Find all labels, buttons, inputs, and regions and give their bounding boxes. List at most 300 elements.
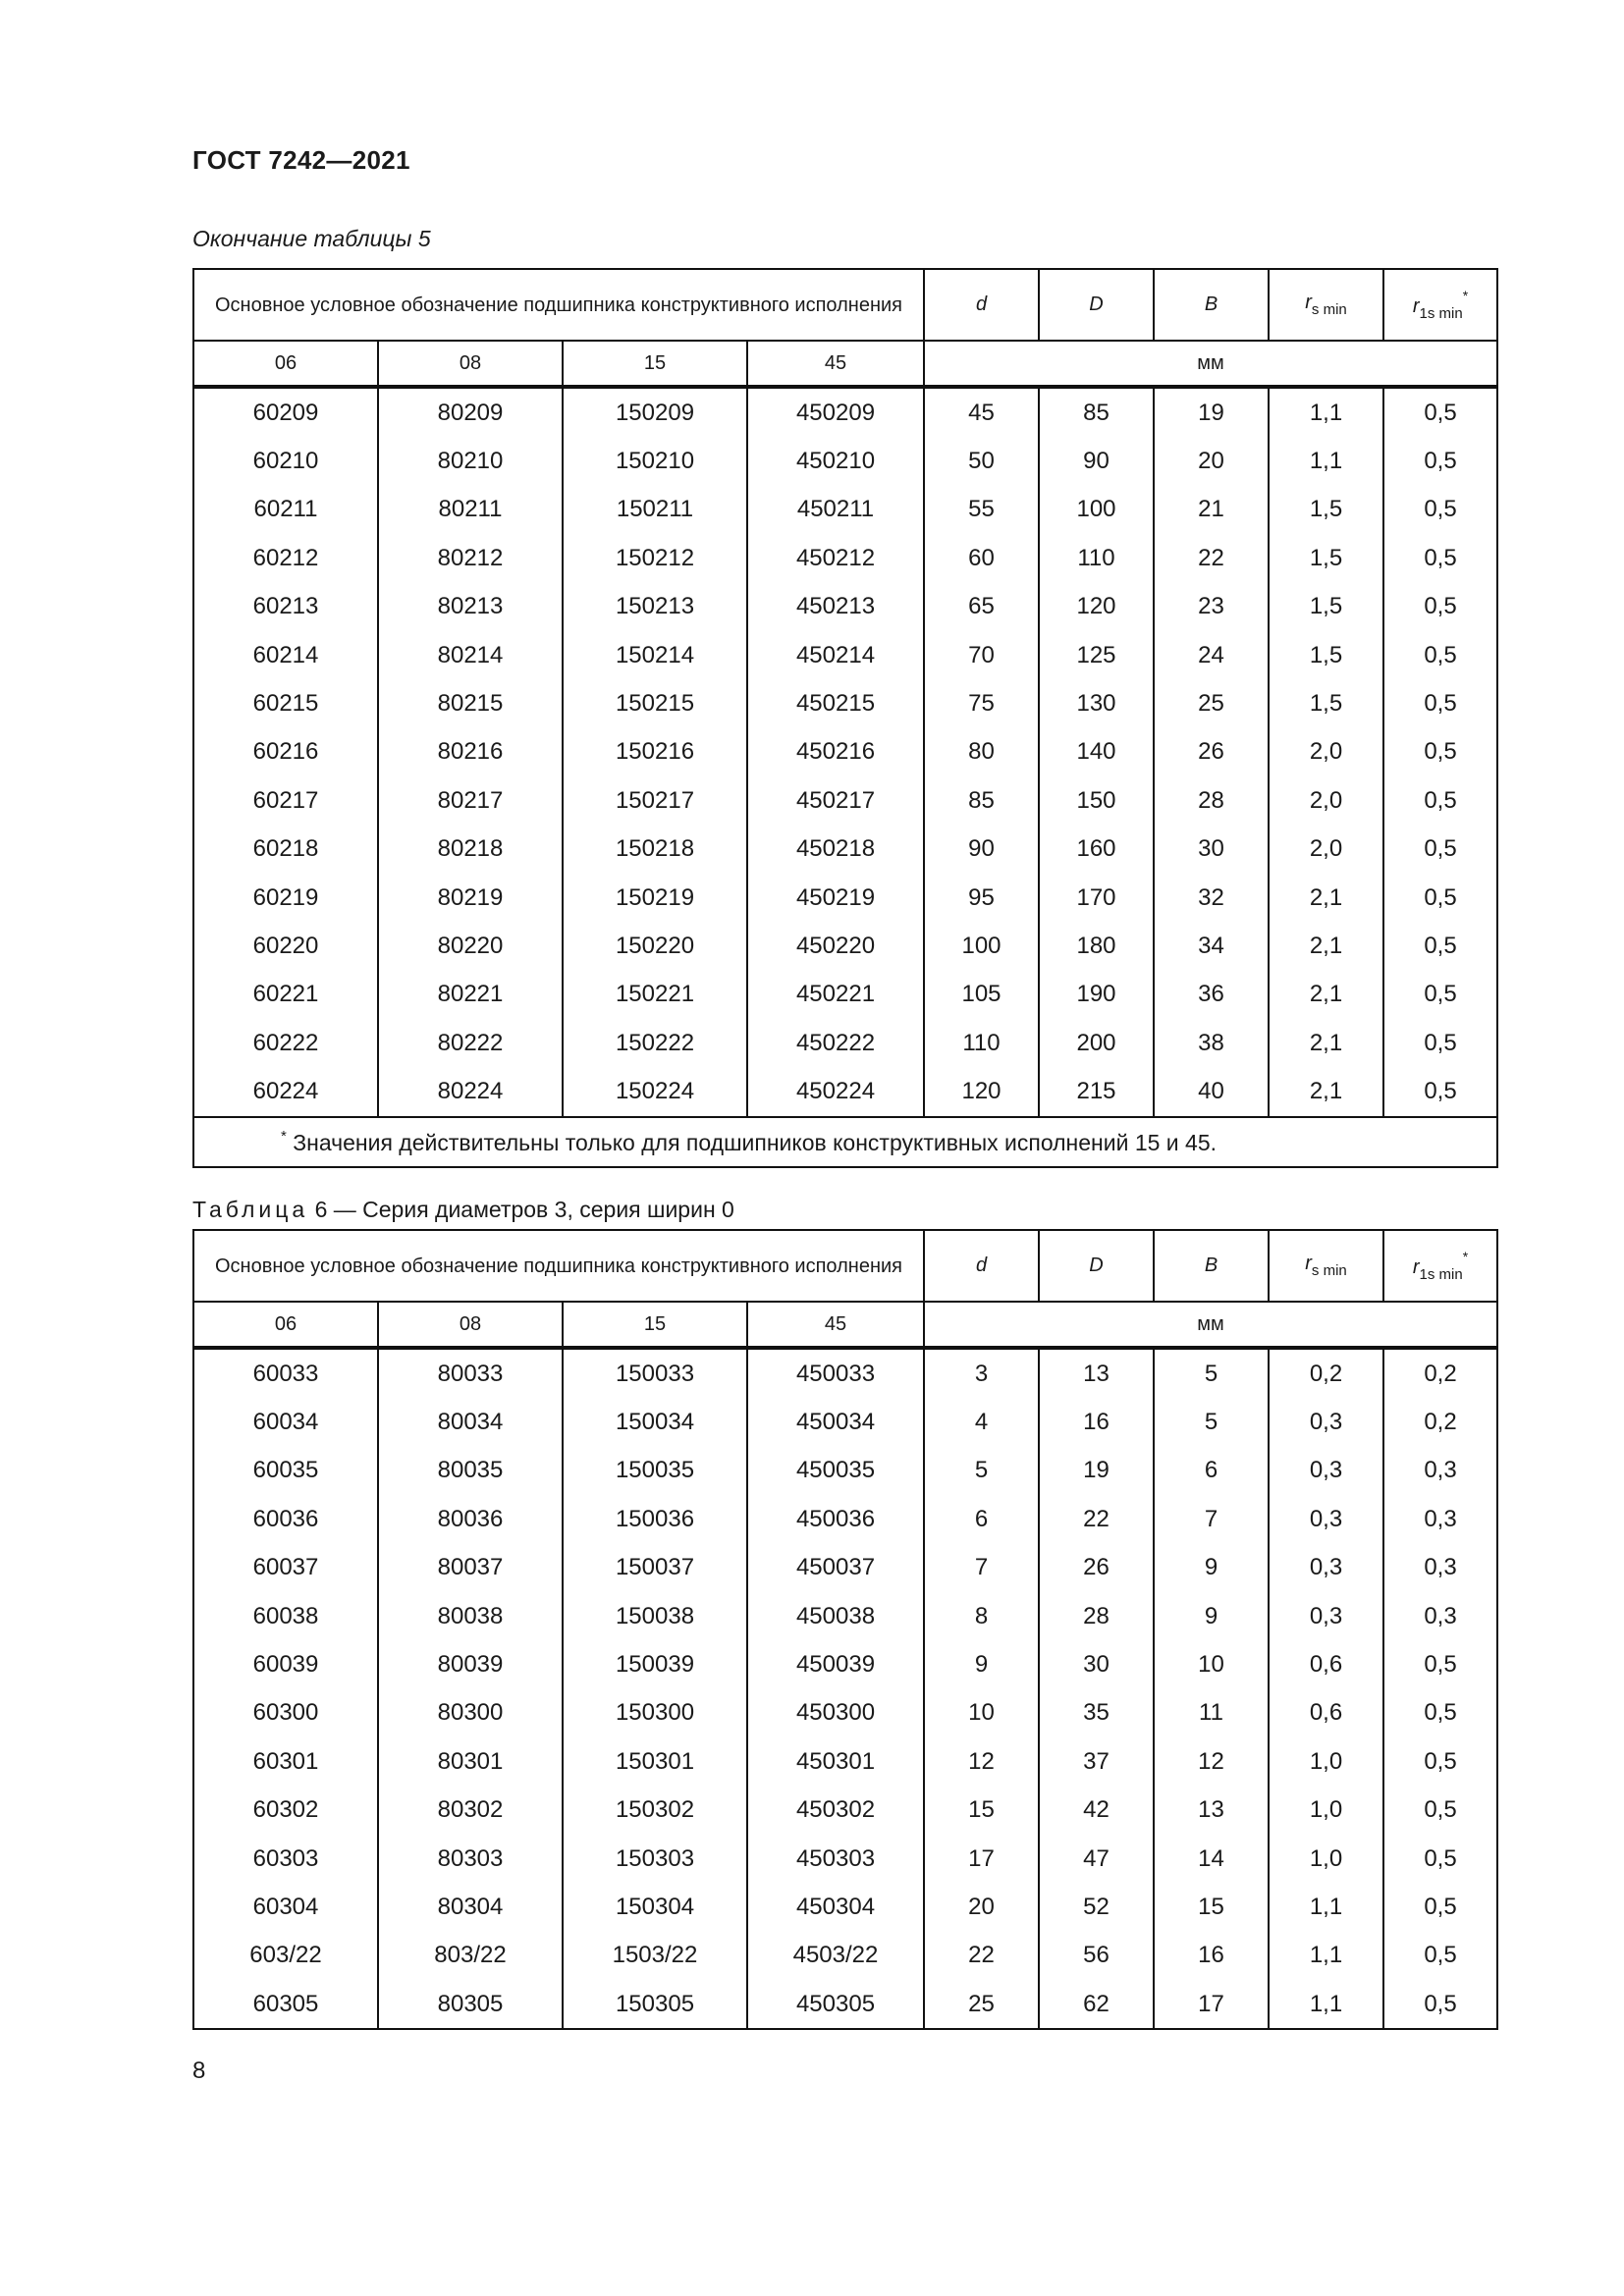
designation-45-cell: 450222 — [747, 1019, 924, 1067]
designation-08-cell: 80035 — [378, 1447, 563, 1495]
B-value-cell: 40 — [1154, 1067, 1269, 1116]
designation-45-cell: 450304 — [747, 1883, 924, 1931]
designation-15-cell: 150216 — [563, 728, 747, 776]
designation-08-cell: 80224 — [378, 1067, 563, 1116]
designation-15-cell: 150214 — [563, 631, 747, 679]
d-value-cell: 55 — [924, 486, 1039, 534]
table6-header-row — [193, 1230, 1497, 1302]
designation-45-cell: 450213 — [747, 583, 924, 631]
table5-footnote: * Значения действительны только для подшипников конструктивных исполнений 15 и 45. — [193, 1117, 1497, 1167]
col-B-header: B — [1154, 1230, 1269, 1302]
d-value-cell: 15 — [924, 1787, 1039, 1835]
table-row — [193, 776, 1497, 825]
r1s-min-value-cell: 0,5 — [1383, 583, 1497, 631]
D-value-cell: 90 — [1039, 437, 1154, 485]
table-row — [193, 631, 1497, 679]
d-value-cell: 17 — [924, 1835, 1039, 1883]
variant-08-header: 08 — [378, 1302, 563, 1348]
designation-15-cell: 150213 — [563, 583, 747, 631]
D-value-cell: 30 — [1039, 1640, 1154, 1688]
designation-header: Основное условное обозначение подшипника конструктивного исполнения — [193, 1230, 924, 1302]
table-row — [193, 1447, 1497, 1495]
d-value-cell: 20 — [924, 1883, 1039, 1931]
designation-06-cell: 60210 — [193, 437, 378, 485]
col-rs-min-header: $r_{s min}$ — [1269, 1230, 1383, 1302]
designation-15-cell: 150209 — [563, 387, 747, 437]
B-value-cell: 10 — [1154, 1640, 1269, 1688]
designation-06-cell: 60220 — [193, 922, 378, 970]
B-value-cell: 16 — [1154, 1932, 1269, 1980]
designation-06-cell: 60209 — [193, 387, 378, 437]
rs-min-value-cell: 2,0 — [1269, 826, 1383, 874]
designation-45-cell: 450210 — [747, 437, 924, 485]
D-value-cell: 62 — [1039, 1980, 1154, 2029]
r1s-min-value-cell: 0,5 — [1383, 1787, 1497, 1835]
r1s-min-value-cell: 0,5 — [1383, 1737, 1497, 1786]
designation-06-cell: 60034 — [193, 1398, 378, 1446]
B-value-cell: 21 — [1154, 486, 1269, 534]
B-value-cell: 38 — [1154, 1019, 1269, 1067]
B-value-cell: 28 — [1154, 776, 1269, 825]
rs-min-value-cell: 2,1 — [1269, 1067, 1383, 1116]
col-rs-min-header: $r_{s min}$ — [1269, 269, 1383, 341]
r1s-min-value-cell: 0,5 — [1383, 534, 1497, 582]
D-value-cell: 19 — [1039, 1447, 1154, 1495]
d-value-cell: 7 — [924, 1544, 1039, 1592]
designation-06-cell: 60219 — [193, 874, 378, 922]
designation-15-cell: 150210 — [563, 437, 747, 485]
table-row — [193, 1835, 1497, 1883]
rs-min-value-cell: 0,6 — [1269, 1689, 1383, 1737]
rs-min-value-cell: 1,0 — [1269, 1835, 1383, 1883]
table-row — [193, 1067, 1497, 1116]
table-row — [193, 679, 1497, 727]
table5-subheader-row — [193, 341, 1497, 387]
table5-footnote-row — [193, 1117, 1497, 1167]
table-row — [193, 826, 1497, 874]
designation-header: Основное условное обозначение подшипника конструктивного исполнения — [193, 269, 924, 341]
designation-08-cell: 80211 — [378, 486, 563, 534]
designation-15-cell: 150218 — [563, 826, 747, 874]
designation-15-cell: 150033 — [563, 1348, 747, 1398]
table6-caption: Таблица 6 — Серия диаметров 3, серия ширин 0 — [192, 1197, 734, 1222]
designation-45-cell: 450301 — [747, 1737, 924, 1786]
designation-08-cell: 80217 — [378, 776, 563, 825]
D-value-cell: 200 — [1039, 1019, 1154, 1067]
variant-08-header: 08 — [378, 341, 563, 387]
B-value-cell: 15 — [1154, 1883, 1269, 1931]
designation-08-cell: 80036 — [378, 1495, 563, 1543]
D-value-cell: 35 — [1039, 1689, 1154, 1737]
D-value-cell: 37 — [1039, 1737, 1154, 1786]
r1s-min-value-cell: 0,5 — [1383, 776, 1497, 825]
D-value-cell: 47 — [1039, 1835, 1154, 1883]
designation-15-cell: 150211 — [563, 486, 747, 534]
B-value-cell: 36 — [1154, 971, 1269, 1019]
designation-08-cell: 80213 — [378, 583, 563, 631]
table-row — [193, 1980, 1497, 2029]
table5 — [192, 268, 1498, 1168]
designation-45-cell: 450303 — [747, 1835, 924, 1883]
rs-min-value-cell: 0,3 — [1269, 1447, 1383, 1495]
designation-06-cell: 60305 — [193, 1980, 378, 2029]
designation-45-cell: 450035 — [747, 1447, 924, 1495]
designation-45-cell: 450220 — [747, 922, 924, 970]
designation-15-cell: 150215 — [563, 679, 747, 727]
rs-min-value-cell: 1,1 — [1269, 387, 1383, 437]
B-value-cell: 9 — [1154, 1544, 1269, 1592]
designation-45-cell: 450038 — [747, 1592, 924, 1640]
designation-06-cell: 60302 — [193, 1787, 378, 1835]
r1s-min-value-cell: 0,5 — [1383, 728, 1497, 776]
designation-06-cell: 60211 — [193, 486, 378, 534]
designation-45-cell: 4503/22 — [747, 1932, 924, 1980]
designation-08-cell: 80214 — [378, 631, 563, 679]
designation-08-cell: 803/22 — [378, 1932, 563, 1980]
r1s-min-value-cell: 0,2 — [1383, 1348, 1497, 1398]
variant-06-header: 06 — [193, 341, 378, 387]
d-value-cell: 120 — [924, 1067, 1039, 1116]
table-row — [193, 1544, 1497, 1592]
designation-06-cell: 60039 — [193, 1640, 378, 1688]
col-d-header: d — [924, 1230, 1039, 1302]
D-value-cell: 28 — [1039, 1592, 1154, 1640]
designation-45-cell: 450216 — [747, 728, 924, 776]
D-value-cell: 52 — [1039, 1883, 1154, 1931]
designation-15-cell: 150036 — [563, 1495, 747, 1543]
designation-45-cell: 450036 — [747, 1495, 924, 1543]
designation-06-cell: 60035 — [193, 1447, 378, 1495]
d-value-cell: 105 — [924, 971, 1039, 1019]
B-value-cell: 32 — [1154, 874, 1269, 922]
designation-06-cell: 60301 — [193, 1737, 378, 1786]
designation-15-cell: 150219 — [563, 874, 747, 922]
designation-45-cell: 450221 — [747, 971, 924, 1019]
B-value-cell: 9 — [1154, 1592, 1269, 1640]
designation-45-cell: 450037 — [747, 1544, 924, 1592]
r1s-min-value-cell: 0,5 — [1383, 1067, 1497, 1116]
designation-08-cell: 80222 — [378, 1019, 563, 1067]
designation-15-cell: 150224 — [563, 1067, 747, 1116]
d-value-cell: 95 — [924, 874, 1039, 922]
rs-min-value-cell: 1,1 — [1269, 437, 1383, 485]
designation-06-cell: 60303 — [193, 1835, 378, 1883]
B-value-cell: 30 — [1154, 826, 1269, 874]
d-value-cell: 25 — [924, 1980, 1039, 2029]
table-row — [193, 1019, 1497, 1067]
r1s-min-value-cell: 0,5 — [1383, 631, 1497, 679]
d-value-cell: 45 — [924, 387, 1039, 437]
rs-min-value-cell: 1,5 — [1269, 583, 1383, 631]
D-value-cell: 180 — [1039, 922, 1154, 970]
designation-15-cell: 150217 — [563, 776, 747, 825]
B-value-cell: 11 — [1154, 1689, 1269, 1737]
d-value-cell: 9 — [924, 1640, 1039, 1688]
B-value-cell: 26 — [1154, 728, 1269, 776]
B-value-cell: 19 — [1154, 387, 1269, 437]
r1s-min-value-cell: 0,5 — [1383, 1980, 1497, 2029]
d-value-cell: 3 — [924, 1348, 1039, 1398]
B-value-cell: 23 — [1154, 583, 1269, 631]
designation-08-cell: 80220 — [378, 922, 563, 970]
designation-06-cell: 60222 — [193, 1019, 378, 1067]
d-value-cell: 60 — [924, 534, 1039, 582]
D-value-cell: 150 — [1039, 776, 1154, 825]
r1s-min-value-cell: 0,5 — [1383, 1689, 1497, 1737]
D-value-cell: 42 — [1039, 1787, 1154, 1835]
B-value-cell: 17 — [1154, 1980, 1269, 2029]
designation-45-cell: 450224 — [747, 1067, 924, 1116]
r1s-min-value-cell: 0,5 — [1383, 922, 1497, 970]
B-value-cell: 5 — [1154, 1348, 1269, 1398]
designation-08-cell: 80033 — [378, 1348, 563, 1398]
designation-45-cell: 450215 — [747, 679, 924, 727]
B-value-cell: 20 — [1154, 437, 1269, 485]
designation-06-cell: 603/22 — [193, 1932, 378, 1980]
table-row — [193, 387, 1497, 437]
designation-08-cell: 80304 — [378, 1883, 563, 1931]
table-row — [193, 437, 1497, 485]
variant-45-header: 45 — [747, 341, 924, 387]
designation-15-cell: 150212 — [563, 534, 747, 582]
designation-15-cell: 150221 — [563, 971, 747, 1019]
designation-06-cell: 60217 — [193, 776, 378, 825]
designation-15-cell: 150037 — [563, 1544, 747, 1592]
designation-45-cell: 450034 — [747, 1398, 924, 1446]
d-value-cell: 85 — [924, 776, 1039, 825]
D-value-cell: 190 — [1039, 971, 1154, 1019]
designation-15-cell: 1503/22 — [563, 1932, 747, 1980]
table5-caption: Окончание таблицы 5 — [192, 226, 431, 251]
designation-08-cell: 80218 — [378, 826, 563, 874]
designation-08-cell: 80300 — [378, 1689, 563, 1737]
designation-06-cell: 60033 — [193, 1348, 378, 1398]
D-value-cell: 110 — [1039, 534, 1154, 582]
designation-08-cell: 80212 — [378, 534, 563, 582]
designation-45-cell: 450300 — [747, 1689, 924, 1737]
D-value-cell: 120 — [1039, 583, 1154, 631]
rs-min-value-cell: 2,1 — [1269, 971, 1383, 1019]
d-value-cell: 50 — [924, 437, 1039, 485]
designation-08-cell: 80209 — [378, 387, 563, 437]
designation-15-cell: 150300 — [563, 1689, 747, 1737]
r1s-min-value-cell: 0,5 — [1383, 679, 1497, 727]
rs-min-value-cell: 0,3 — [1269, 1495, 1383, 1543]
d-value-cell: 8 — [924, 1592, 1039, 1640]
rs-min-value-cell: 1,1 — [1269, 1883, 1383, 1931]
designation-08-cell: 80038 — [378, 1592, 563, 1640]
D-value-cell: 22 — [1039, 1495, 1154, 1543]
B-value-cell: 5 — [1154, 1398, 1269, 1446]
designation-06-cell: 60213 — [193, 583, 378, 631]
variant-15-header: 15 — [563, 341, 747, 387]
d-value-cell: 12 — [924, 1737, 1039, 1786]
variant-06-header: 06 — [193, 1302, 378, 1348]
d-value-cell: 4 — [924, 1398, 1039, 1446]
document-title: ГОСТ 7242—2021 — [192, 145, 410, 175]
r1s-min-value-cell: 0,3 — [1383, 1495, 1497, 1543]
r1s-min-value-cell: 0,5 — [1383, 874, 1497, 922]
col-D-header: D — [1039, 1230, 1154, 1302]
D-value-cell: 56 — [1039, 1932, 1154, 1980]
table5-header-row — [193, 269, 1497, 341]
table-row — [193, 1348, 1497, 1398]
table-row — [193, 922, 1497, 970]
r1s-min-value-cell: 0,5 — [1383, 971, 1497, 1019]
table-row — [193, 1787, 1497, 1835]
designation-45-cell: 450218 — [747, 826, 924, 874]
designation-08-cell: 80039 — [378, 1640, 563, 1688]
rs-min-value-cell: 1,5 — [1269, 679, 1383, 727]
D-value-cell: 100 — [1039, 486, 1154, 534]
table-row — [193, 1883, 1497, 1931]
designation-45-cell: 450302 — [747, 1787, 924, 1835]
designation-15-cell: 150038 — [563, 1592, 747, 1640]
designation-15-cell: 150222 — [563, 1019, 747, 1067]
rs-min-value-cell: 1,1 — [1269, 1980, 1383, 2029]
r1s-min-value-cell: 0,5 — [1383, 486, 1497, 534]
rs-min-value-cell: 2,1 — [1269, 1019, 1383, 1067]
r1s-min-value-cell: 0,5 — [1383, 437, 1497, 485]
designation-15-cell: 150303 — [563, 1835, 747, 1883]
D-value-cell: 130 — [1039, 679, 1154, 727]
designation-15-cell: 150304 — [563, 1883, 747, 1931]
D-value-cell: 160 — [1039, 826, 1154, 874]
designation-06-cell: 60221 — [193, 971, 378, 1019]
designation-45-cell: 450305 — [747, 1980, 924, 2029]
d-value-cell: 65 — [924, 583, 1039, 631]
d-value-cell: 100 — [924, 922, 1039, 970]
B-value-cell: 25 — [1154, 679, 1269, 727]
designation-45-cell: 450219 — [747, 874, 924, 922]
designation-06-cell: 60218 — [193, 826, 378, 874]
table-row — [193, 971, 1497, 1019]
designation-06-cell: 60224 — [193, 1067, 378, 1116]
table-row — [193, 1689, 1497, 1737]
rs-min-value-cell: 2,0 — [1269, 776, 1383, 825]
B-value-cell: 24 — [1154, 631, 1269, 679]
r1s-min-value-cell: 0,5 — [1383, 1640, 1497, 1688]
rs-min-value-cell: 0,2 — [1269, 1348, 1383, 1398]
designation-45-cell: 450211 — [747, 486, 924, 534]
D-value-cell: 16 — [1039, 1398, 1154, 1446]
table-row — [193, 583, 1497, 631]
table-row — [193, 1737, 1497, 1786]
col-B-header: B — [1154, 269, 1269, 341]
B-value-cell: 7 — [1154, 1495, 1269, 1543]
rs-min-value-cell: 1,5 — [1269, 486, 1383, 534]
designation-06-cell: 60038 — [193, 1592, 378, 1640]
designation-06-cell: 60215 — [193, 679, 378, 727]
designation-15-cell: 150034 — [563, 1398, 747, 1446]
designation-06-cell: 60216 — [193, 728, 378, 776]
table-row — [193, 534, 1497, 582]
B-value-cell: 34 — [1154, 922, 1269, 970]
d-value-cell: 70 — [924, 631, 1039, 679]
designation-15-cell: 150305 — [563, 1980, 747, 2029]
d-value-cell: 22 — [924, 1932, 1039, 1980]
table-row — [193, 486, 1497, 534]
table-row — [193, 1932, 1497, 1980]
D-value-cell: 125 — [1039, 631, 1154, 679]
designation-08-cell: 80219 — [378, 874, 563, 922]
rs-min-value-cell: 1,5 — [1269, 534, 1383, 582]
B-value-cell: 14 — [1154, 1835, 1269, 1883]
designation-15-cell: 150301 — [563, 1737, 747, 1786]
d-value-cell: 6 — [924, 1495, 1039, 1543]
designation-08-cell: 80221 — [378, 971, 563, 1019]
B-value-cell: 13 — [1154, 1787, 1269, 1835]
designation-08-cell: 80302 — [378, 1787, 563, 1835]
rs-min-value-cell: 2,0 — [1269, 728, 1383, 776]
d-value-cell: 10 — [924, 1689, 1039, 1737]
rs-min-value-cell: 0,6 — [1269, 1640, 1383, 1688]
r1s-min-value-cell: 0,5 — [1383, 1019, 1497, 1067]
D-value-cell: 13 — [1039, 1348, 1154, 1398]
B-value-cell: 12 — [1154, 1737, 1269, 1786]
unit-header: мм — [924, 341, 1497, 387]
designation-06-cell: 60214 — [193, 631, 378, 679]
designation-08-cell: 80216 — [378, 728, 563, 776]
rs-min-value-cell: 1,1 — [1269, 1932, 1383, 1980]
D-value-cell: 26 — [1039, 1544, 1154, 1592]
d-value-cell: 90 — [924, 826, 1039, 874]
r1s-min-value-cell: 0,3 — [1383, 1447, 1497, 1495]
table6 — [192, 1229, 1498, 2030]
designation-45-cell: 450212 — [747, 534, 924, 582]
rs-min-value-cell: 2,1 — [1269, 874, 1383, 922]
table-row — [193, 874, 1497, 922]
designation-08-cell: 80210 — [378, 437, 563, 485]
variant-45-header: 45 — [747, 1302, 924, 1348]
r1s-min-value-cell: 0,5 — [1383, 387, 1497, 437]
designation-08-cell: 80303 — [378, 1835, 563, 1883]
r1s-min-value-cell: 0,5 — [1383, 1932, 1497, 1980]
designation-45-cell: 450214 — [747, 631, 924, 679]
rs-min-value-cell: 0,3 — [1269, 1592, 1383, 1640]
designation-45-cell: 450217 — [747, 776, 924, 825]
rs-min-value-cell: 2,1 — [1269, 922, 1383, 970]
D-value-cell: 85 — [1039, 387, 1154, 437]
designation-15-cell: 150220 — [563, 922, 747, 970]
page-number: 8 — [192, 2057, 206, 2084]
r1s-min-value-cell: 0,5 — [1383, 1883, 1497, 1931]
designation-06-cell: 60300 — [193, 1689, 378, 1737]
d-value-cell: 110 — [924, 1019, 1039, 1067]
designation-06-cell: 60212 — [193, 534, 378, 582]
rs-min-value-cell: 1,0 — [1269, 1737, 1383, 1786]
designation-08-cell: 80037 — [378, 1544, 563, 1592]
table-row — [193, 1398, 1497, 1446]
rs-min-value-cell: 0,3 — [1269, 1398, 1383, 1446]
d-value-cell: 5 — [924, 1447, 1039, 1495]
designation-45-cell: 450209 — [747, 387, 924, 437]
designation-08-cell: 80301 — [378, 1737, 563, 1786]
D-value-cell: 170 — [1039, 874, 1154, 922]
table6-subheader-row — [193, 1302, 1497, 1348]
r1s-min-value-cell: 0,5 — [1383, 1835, 1497, 1883]
d-value-cell: 80 — [924, 728, 1039, 776]
rs-min-value-cell: 0,3 — [1269, 1544, 1383, 1592]
designation-06-cell: 60304 — [193, 1883, 378, 1931]
designation-15-cell: 150039 — [563, 1640, 747, 1688]
table-row — [193, 1495, 1497, 1543]
unit-header: мм — [924, 1302, 1497, 1348]
variant-15-header: 15 — [563, 1302, 747, 1348]
table-row — [193, 728, 1497, 776]
designation-08-cell: 80034 — [378, 1398, 563, 1446]
r1s-min-value-cell: 0,3 — [1383, 1592, 1497, 1640]
